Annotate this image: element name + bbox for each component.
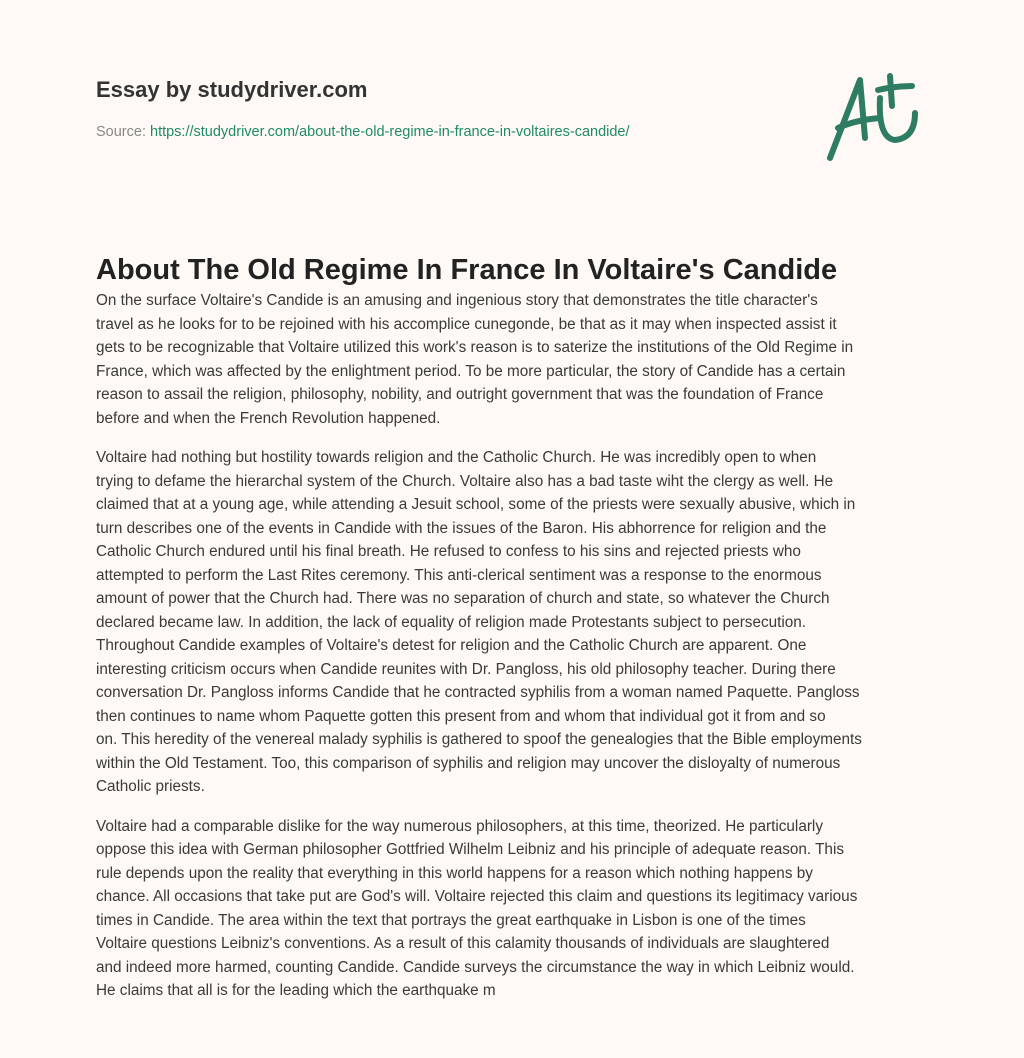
paragraph-line: turn describes one of the events in Candide with the issues of the Baron. His abhorrence for religion and the <box>96 519 827 537</box>
site-title: Essay by studydriver.com <box>96 77 368 102</box>
essay-paragraph <box>96 446 956 799</box>
paragraph-line: trying to defame the hierarchal system of the Church. Voltaire also has a bad taste wiht the clergy as well. He <box>96 472 834 490</box>
paragraph-line: travel as he looks for to be rejoined with his accomplice cunegonde, be that as it may when inspected assist it <box>96 315 837 333</box>
source-link[interactable]: https://studydriver.com/about-the-old-regime-in-france-in-voltaires-candide/ <box>150 124 630 140</box>
paragraph-line: On the surface Voltaire's Candide is an amusing and ingenious story that demonstrates the title character's <box>96 292 818 309</box>
paragraph-line: Catholic Church endured until his final breath. He refused to confess to his sins and rejected priests who <box>96 543 801 560</box>
paragraph-line: before and when the French Revolution happened. <box>96 409 441 427</box>
paragraph-line: gets to be recognizable that Voltaire utilized this work's reason is to saterize the institutions of the Old Regime in <box>96 339 854 356</box>
essay-paragraph <box>96 815 956 1003</box>
essay-title: About The Old Regime In France In Voltaire's Candide <box>96 254 838 286</box>
paragraph-line: amount of power that the Church had. There was no separation of church and state, so whatever the Church <box>96 590 830 607</box>
paragraph-line: He claims that all is for the leading which the earthquake m <box>96 982 496 999</box>
paragraph-line: Catholic priests. <box>96 778 205 795</box>
paragraph-line: declared became law. In addition, the lack of equality of religion made Protestants subject to persecution. <box>96 613 807 631</box>
source-line <box>96 124 630 140</box>
paragraph-line: Voltaire questions Leibniz's conventions. As a result of this calamity thousands of individuals are slaughtered <box>96 935 830 952</box>
paragraph-line: Throughout Candide examples of Voltaire's detest for religion and the Catholic Church are apparent. One <box>96 637 807 654</box>
paragraph-line: then continues to name whom Paquette gotten this present from and whom that individual got it from and so <box>96 707 826 725</box>
paragraph-line: Voltaire had nothing but hostility towards religion and the Catholic Church. He was incredibly open to when <box>96 449 817 466</box>
paragraph-line: on. This heredity of the venereal malady syphilis is gathered to spoof the genealogies that the Bible employments <box>96 731 862 748</box>
paragraph-line: Voltaire had a comparable dislike for the way numerous philosophers, at this time, theorized. He particularly <box>96 817 823 835</box>
paragraph-line: and indeed more harmed, counting Candide. Candide surveys the circumstance the way in which Leibniz would. <box>96 958 855 976</box>
paragraph-line: chance. All occasions that take put are God's will. Voltaire rejected this claim and questions its legitimacy various <box>96 888 858 905</box>
paragraph-line: conversation Dr. Pangloss informs Candide that he contracted syphilis from a woman named Paquette. Pangloss <box>96 684 860 701</box>
paragraph-line: attempted to perform the Last Rites ceremony. This anti-clerical sentiment was a response to the enormous <box>96 566 822 584</box>
paragraph-line: claimed that at a young age, while attending a Jesuit school, some of the priests were sexually abusive, which in <box>96 496 856 513</box>
source-label: Source: <box>96 124 150 140</box>
paragraph-line: oppose this idea with German philosopher Gottfried Wilhelm Leibniz and his principle of adequate reason. This <box>96 841 844 858</box>
essay-body <box>96 289 956 1019</box>
essay-paragraph <box>96 289 956 430</box>
paragraph-line: within the Old Testament. Too, this comparison of syphilis and religion may uncover the disloyalty of numerous <box>96 754 841 772</box>
paragraph-line: times in Candide. The area within the text that portrays the great earthquake in Lisbon is one of the times <box>96 911 806 929</box>
a-plus-logo-icon <box>820 68 930 168</box>
paragraph-line: France, which was affected by the enlightment period. To be more particular, the story of Candide has a certain <box>96 362 846 380</box>
paragraph-line: rule depends upon the reality that everything in this world happens for a reason which nothing happens by <box>96 864 813 882</box>
paragraph-line: reason to assail the religion, philosophy, nobility, and outright government that was the foundation of France <box>96 386 824 403</box>
paragraph-line: interesting criticism occurs when Candide reunites with Dr. Pangloss, his old philosophy teacher. During there <box>96 660 836 678</box>
